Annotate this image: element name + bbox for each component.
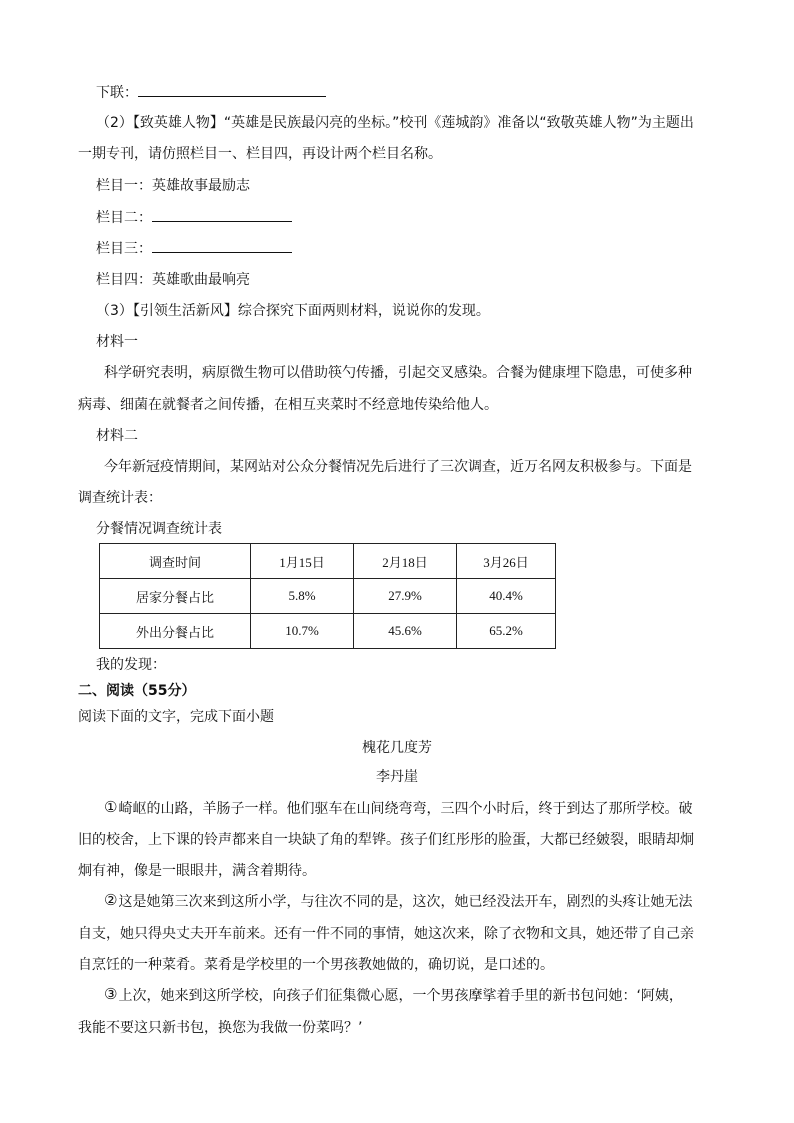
paragraph-3-text-2: 我能不要这只新书包，换您为我做一份菜吗？’ — [78, 1020, 363, 1036]
material-two-label: 材料二 — [96, 428, 138, 444]
table-header-cell: 3月26日 — [457, 544, 556, 579]
table-header-cell: 1月15日 — [251, 544, 354, 579]
paragraph-1-text-3: 炯有神，像是一眼眼井，满含着期待。 — [78, 863, 316, 879]
article-title — [0, 738, 794, 758]
material-one-label: 材料一 — [96, 334, 138, 350]
paragraph-number-3: ③ — [104, 985, 118, 1003]
column-three-label: 栏目三： — [96, 241, 152, 257]
table-row — [100, 579, 556, 614]
material-two-text-1: 今年新冠疫情期间，某网站对公众分餐情况先后进行了三次调查，近万名网友积极参与。下面是 — [104, 459, 692, 475]
paragraph-2-line-1 — [104, 892, 692, 912]
table-row — [100, 614, 556, 649]
material-two-text-2: 调查统计表： — [78, 490, 162, 506]
couplet-line — [96, 82, 326, 103]
table-cell: 5.8% — [251, 579, 354, 614]
paragraph-2-text-1: 这是她第三次来到这所小学，与往次不同的是，这次，她已经没法开车，剧烈的头疼让她无法 — [118, 894, 693, 910]
column-three-blank — [152, 238, 292, 253]
table-header-cell: 调查时间 — [100, 544, 251, 579]
table-row-label: 外出分餐占比 — [100, 614, 251, 649]
paragraph-3-line-1 — [104, 986, 683, 1006]
column-two — [96, 207, 292, 228]
paragraph-1-line-2 — [78, 830, 694, 850]
paragraph-1-text-1: 崎岖的山路，羊肠子一样。他们驱车在山间绕弯弯，三四个小时后，终于到达了那所学校。破 — [118, 801, 693, 817]
table-title-text: 分餐情况调查统计表 — [96, 521, 222, 537]
q2-text-cont — [78, 144, 442, 164]
column-one-text: 栏目一：英雄故事最励志 — [96, 178, 250, 194]
q2-text — [96, 113, 694, 133]
column-two-label: 栏目二： — [96, 210, 152, 226]
paragraph-1-line-3 — [78, 861, 316, 881]
material-one-title — [96, 332, 138, 352]
table-row-label: 居家分餐占比 — [100, 579, 251, 614]
q2-prompt-cont: 一期专刊，请仿照栏目一、栏目四，再设计两个栏目名称。 — [78, 146, 442, 162]
paragraph-number-2: ② — [104, 891, 118, 909]
paragraph-2-line-3 — [78, 955, 554, 975]
table-header-cell: 2月18日 — [354, 544, 457, 579]
paragraph-1-line-1 — [104, 799, 692, 819]
table-cell: 65.2% — [457, 614, 556, 649]
section-heading-text: 二、阅读（55分） — [78, 683, 196, 699]
column-three — [96, 238, 292, 259]
table-title — [96, 519, 222, 539]
finding-line — [96, 655, 166, 675]
finding-label: 我的发现： — [96, 657, 166, 673]
q2-prompt: （2）【致英雄人物】“英雄是民族最闪亮的坐标。”校刊《莲城韵》准备以“致敬英雄人物”为主题出 — [96, 115, 694, 131]
paragraph-number-1: ① — [104, 798, 118, 816]
paragraph-2-text-3: 自烹饪的一种菜肴。菜肴是学校里的一个男孩教她做的，确切说，是口述的。 — [78, 957, 554, 973]
table-cell: 27.9% — [354, 579, 457, 614]
paragraph-3-line-2 — [78, 1018, 362, 1038]
material-two-line-2 — [78, 488, 162, 508]
survey-table — [99, 543, 556, 649]
material-one-text-1: 科学研究表明，病原微生物可以借助筷勺传播，引起交叉感染。合餐为健康埋下隐患，可使多种 — [104, 365, 692, 381]
table-cell: 10.7% — [251, 614, 354, 649]
article-title-text: 槐花几度芳 — [362, 740, 432, 756]
column-one — [96, 176, 250, 196]
section-instruction-text: 阅读下面的文字，完成下面小题 — [78, 709, 274, 725]
paragraph-2-text-2: 自支，她只得央丈夫开车前来。还有一件不同的事情，她这次来，除了衣物和文具，她还带了自己亲 — [78, 926, 694, 942]
paragraph-1-text-2: 旧的校舍，上下课的铃声都来自一块缺了角的犁铧。孩子们红彤彤的脸蛋，大都已经皴裂，眼睛却炯 — [78, 832, 694, 848]
q3-prompt: （3）【引领生活新风】综合探究下面两则材料，说说你的发现。 — [96, 303, 490, 319]
column-four-text: 栏目四：英雄歌曲最响亮 — [96, 272, 250, 288]
column-two-blank — [152, 207, 292, 222]
column-four — [96, 270, 250, 290]
article-author — [0, 767, 794, 787]
material-one-line-1 — [104, 363, 692, 383]
table-cell: 45.6% — [354, 614, 457, 649]
table-cell: 40.4% — [457, 579, 556, 614]
paragraph-3-text-1: 上次，她来到这所学校，向孩子们征集微心愿，一个男孩摩挲着手里的新书包问她：‘阿姨， — [118, 988, 683, 1004]
couplet-label: 下联： — [96, 85, 138, 101]
material-one-line-2 — [78, 395, 498, 415]
paragraph-2-line-2 — [78, 924, 694, 944]
section-heading — [78, 681, 195, 701]
article-author-text: 李丹崖 — [376, 769, 418, 785]
material-one-text-2: 病毒、细菌在就餐者之间传播，在相互夹菜时不经意地传染给他人。 — [78, 397, 498, 413]
q3-text — [96, 301, 490, 321]
material-two-line-1 — [104, 457, 692, 477]
couplet-blank — [138, 82, 326, 97]
material-two-title — [96, 426, 138, 446]
section-instruction — [78, 707, 274, 727]
table-header-row — [100, 544, 556, 579]
